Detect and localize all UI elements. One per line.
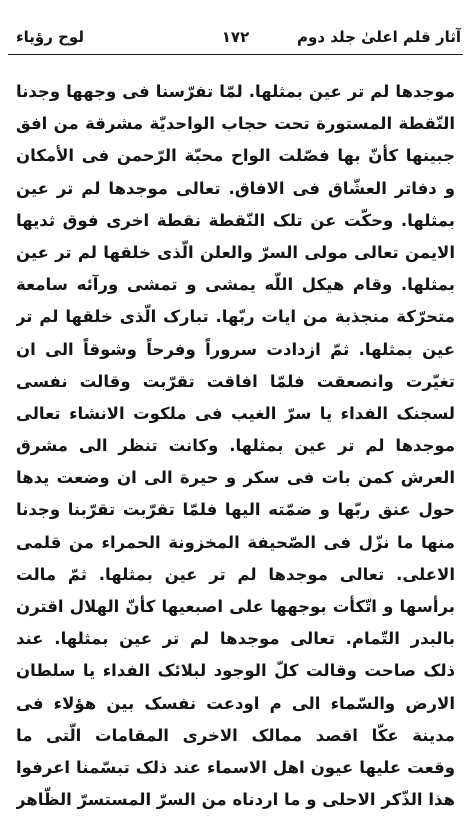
text-line: النّقطة المستورة تحت حجاب الواحدیّة مشرقة من افق	[16, 114, 455, 134]
text-line: بمثلها. وحکّت عن تلک النّقطة نقطة اخری فوق ثدیها	[16, 210, 455, 230]
body-text	[16, 76, 455, 816]
text-line: جبینها کأنّ بها فصّلت الواح محبّة الرّحمن فی الأمکان	[16, 146, 455, 166]
text-line: برأسها و اتّکأت بوجهها علی اصبعیها کأنّ الهلال اقترن	[16, 597, 455, 616]
text-line: الایمن تعالی مولی السرّ والعلن الّذی خلقها لم تر عین	[16, 242, 455, 262]
text-line: الارض والسّماء الی م اودعت نفسک بین هؤلاء فی	[16, 693, 455, 713]
text-line: وقعت علیها عیون اهل الاسماء عند ذلک تبسّمنا اعرفوا	[16, 757, 455, 777]
text-line: و دفاتر العشّاق فی الافاق. تعالی موجدها لم تر عین	[16, 178, 455, 198]
text-line: موجدها لم تر عین بمثلها. لمّا تفرّسنا فی وجهها وجدنا	[16, 82, 455, 101]
text-line: العرش کمن بات فی سکر و حیرة الی ان وضعت یدها	[16, 468, 455, 488]
text-line: مدینة عکّا اقصد ممالک الاخری المقامات الّتی ما	[16, 725, 455, 745]
page-number: ١٧٢	[221, 28, 250, 46]
text-line: موجدها لم تر عین بمثلها. وکانت تنظر الی مشرق	[16, 436, 455, 456]
text-line: منها ما نزّل فی الصّحیفة المخزونة الحمراء من قلمی	[16, 532, 455, 552]
text-line: تغیّرت وانصعقت فلمّا افاقت تقرّبت وقالت نفسی	[16, 371, 455, 391]
section-title: لوح رؤیاء	[16, 28, 84, 46]
text-line: الاعلی. تعالی موجدها لم تر عین بمثلها. ثمّ مالت	[16, 564, 455, 584]
text-line: حول عنق ربّها و ضمّته الیها فلمّا تقرّبت تقرّبنا وجدنا	[16, 500, 455, 520]
text-line: عین بمثلها. ثمّ ازدادت سروراً وفرحاً وشوقاً الی ان	[16, 339, 455, 359]
text-line: ذلک صاحت وقالت کلّ الوجود لبلائک الفداء یا سلطان	[16, 661, 455, 681]
text-line: بالبدر التّمام. تعالی موجدها لم تر عین بمثلها. عند	[16, 629, 455, 649]
text-line: بمثلها. وقام هیکل اللّه یمشی و تمشی ورآئه سامعة	[16, 275, 455, 295]
book-title: آثار قلم اعلیٰ جلد دوم	[297, 28, 461, 46]
page-header	[8, 20, 463, 55]
text-line: هذا الذّکر الاحلی و ما اردناه من السرّ المستسرّ الظّاهر	[16, 790, 455, 810]
text-line: متحرّکة منجذبة من ایات ربّها. تبارک الّذی خلقها لم تر	[16, 307, 455, 327]
text-line: لسجنک الفداء یا سرّ الغیب فی ملکوت الانشاء تعالی	[16, 403, 455, 423]
